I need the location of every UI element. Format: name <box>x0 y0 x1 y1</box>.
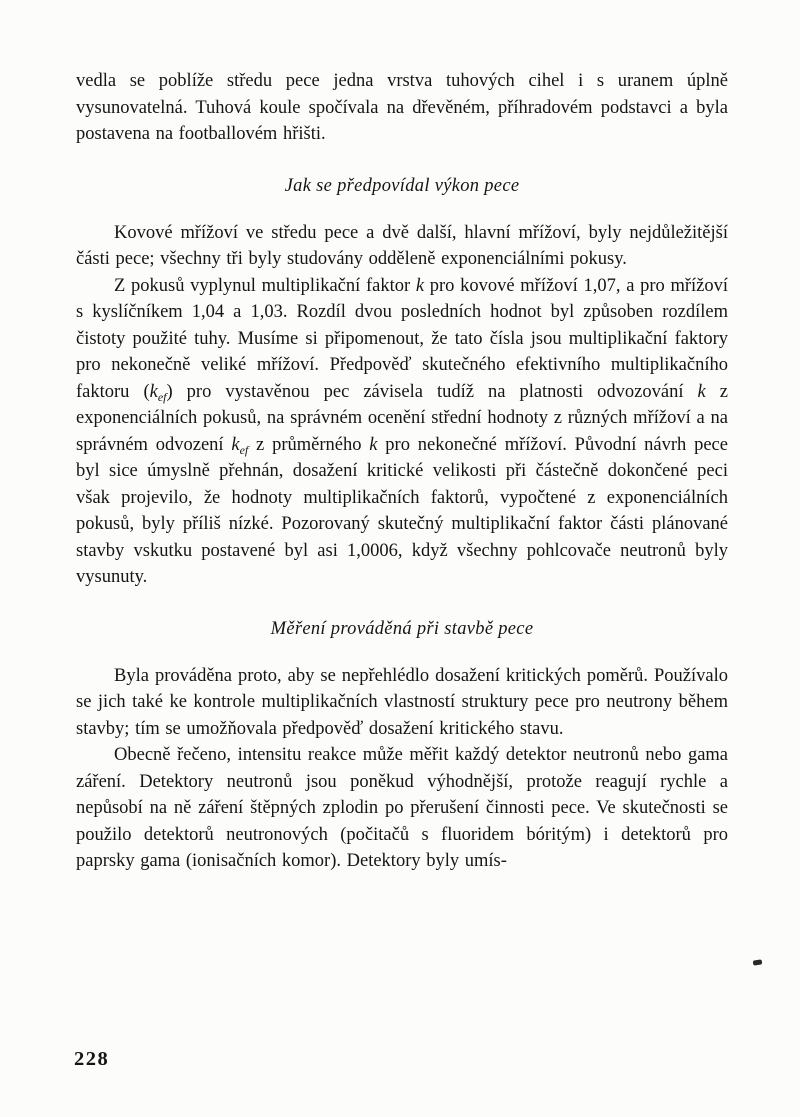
text-run: Jak se předpovídal výkon pece <box>284 175 520 196</box>
text-run: ) pro vystavěnou pec závisela tudíž na platnosti odvozování <box>166 381 698 402</box>
ink-smudge-artifact <box>753 959 763 965</box>
text-run: z exponenciálních pokusů, na správném ocenění střední hodnoty z různých mřížoví a na správném odvození <box>76 381 728 455</box>
paragraph <box>76 220 728 273</box>
text-run: pro nekonečné mřížoví. Původní návrh pece byl sice úmyslně přehnán, dosažení kritické velikosti při částečně dokončené peci však projevilo, že hodnoty multiplikačních faktorů, vypočtené z exponenciálních pokusů, byly příliš nízké. Pozorovaný skutečný multiplikační faktor části plánované stavby vskutku postavené byl asi 1,0006, když všechny pohlcovače neutronů byly vysunuty. <box>76 434 728 587</box>
paragraph <box>76 68 728 148</box>
text-run: z průměrného <box>248 434 370 455</box>
text-run: ef <box>157 389 167 404</box>
text-run: vedla se poblíže středu pece jedna vrstva tuhových cihel i s uranem úplně vysunovatelná. Tuhová koule spočívala na dřevěném, příhradovém podstavci a byla postavena na footballovém hřišti. <box>76 71 728 144</box>
text-run: k <box>231 434 240 455</box>
text-run: k <box>415 275 425 296</box>
text-run: k <box>149 381 158 402</box>
text-run: Z pokusů vyplynul multiplikační faktor <box>114 275 416 296</box>
section-heading <box>76 616 728 642</box>
text-run: k <box>369 434 378 455</box>
paragraph <box>76 663 728 743</box>
text-run: Obecně řečeno, intensitu reakce může měřit každý detektor neutronů nebo gama záření. Detektory neutronů jsou poněkud výhodnější, protože reagují rychle a nepůsobí na ně záření štěpných zplodin po přerušení činnosti pece. Ve skutečnosti se použilo detektorů neutronových (počitačů s fluoridem bóritým) i detektorů pro paprsky gama (ionisačních komor). Detektory byly umís- <box>76 745 728 871</box>
text-run: ef <box>239 442 249 457</box>
page-number: 228 <box>74 1048 110 1070</box>
page-content <box>76 68 728 875</box>
section-heading <box>76 173 728 199</box>
text-run: pro kovové mřížoví 1,07, a pro mřížoví s kyslíčníkem 1,04 a 1,03. Rozdíl dvou posledních hodnot byl způsoben rozdílem čistoty použité tuhy. Musíme si připomenout, že tato čísla jsou multiplikační faktory pro nekonečně veliké mřížoví. Předpověď skutečného efektivního multiplikačního faktoru ( <box>76 275 729 402</box>
text-run: Byla prováděna proto, aby se nepřehlédlo dosažení kritických poměrů. Používalo se jich také ke kontrole multiplikačních vlastností struktury pece pro neutrony během stavby; tím se umožňovala předpověď dosažení kritického stavu. <box>76 665 728 739</box>
paragraph <box>76 273 728 591</box>
text-run: k <box>697 381 706 402</box>
text-run: Měření prováděná při stavbě pece <box>270 618 534 639</box>
paragraph <box>76 742 728 875</box>
text-run: Kovové mřížoví ve středu pece a dvě další, hlavní mřížoví, byly nejdůležitější části pece; všechny tři byly studovány odděleně exponenciálními pokusy. <box>76 222 728 269</box>
